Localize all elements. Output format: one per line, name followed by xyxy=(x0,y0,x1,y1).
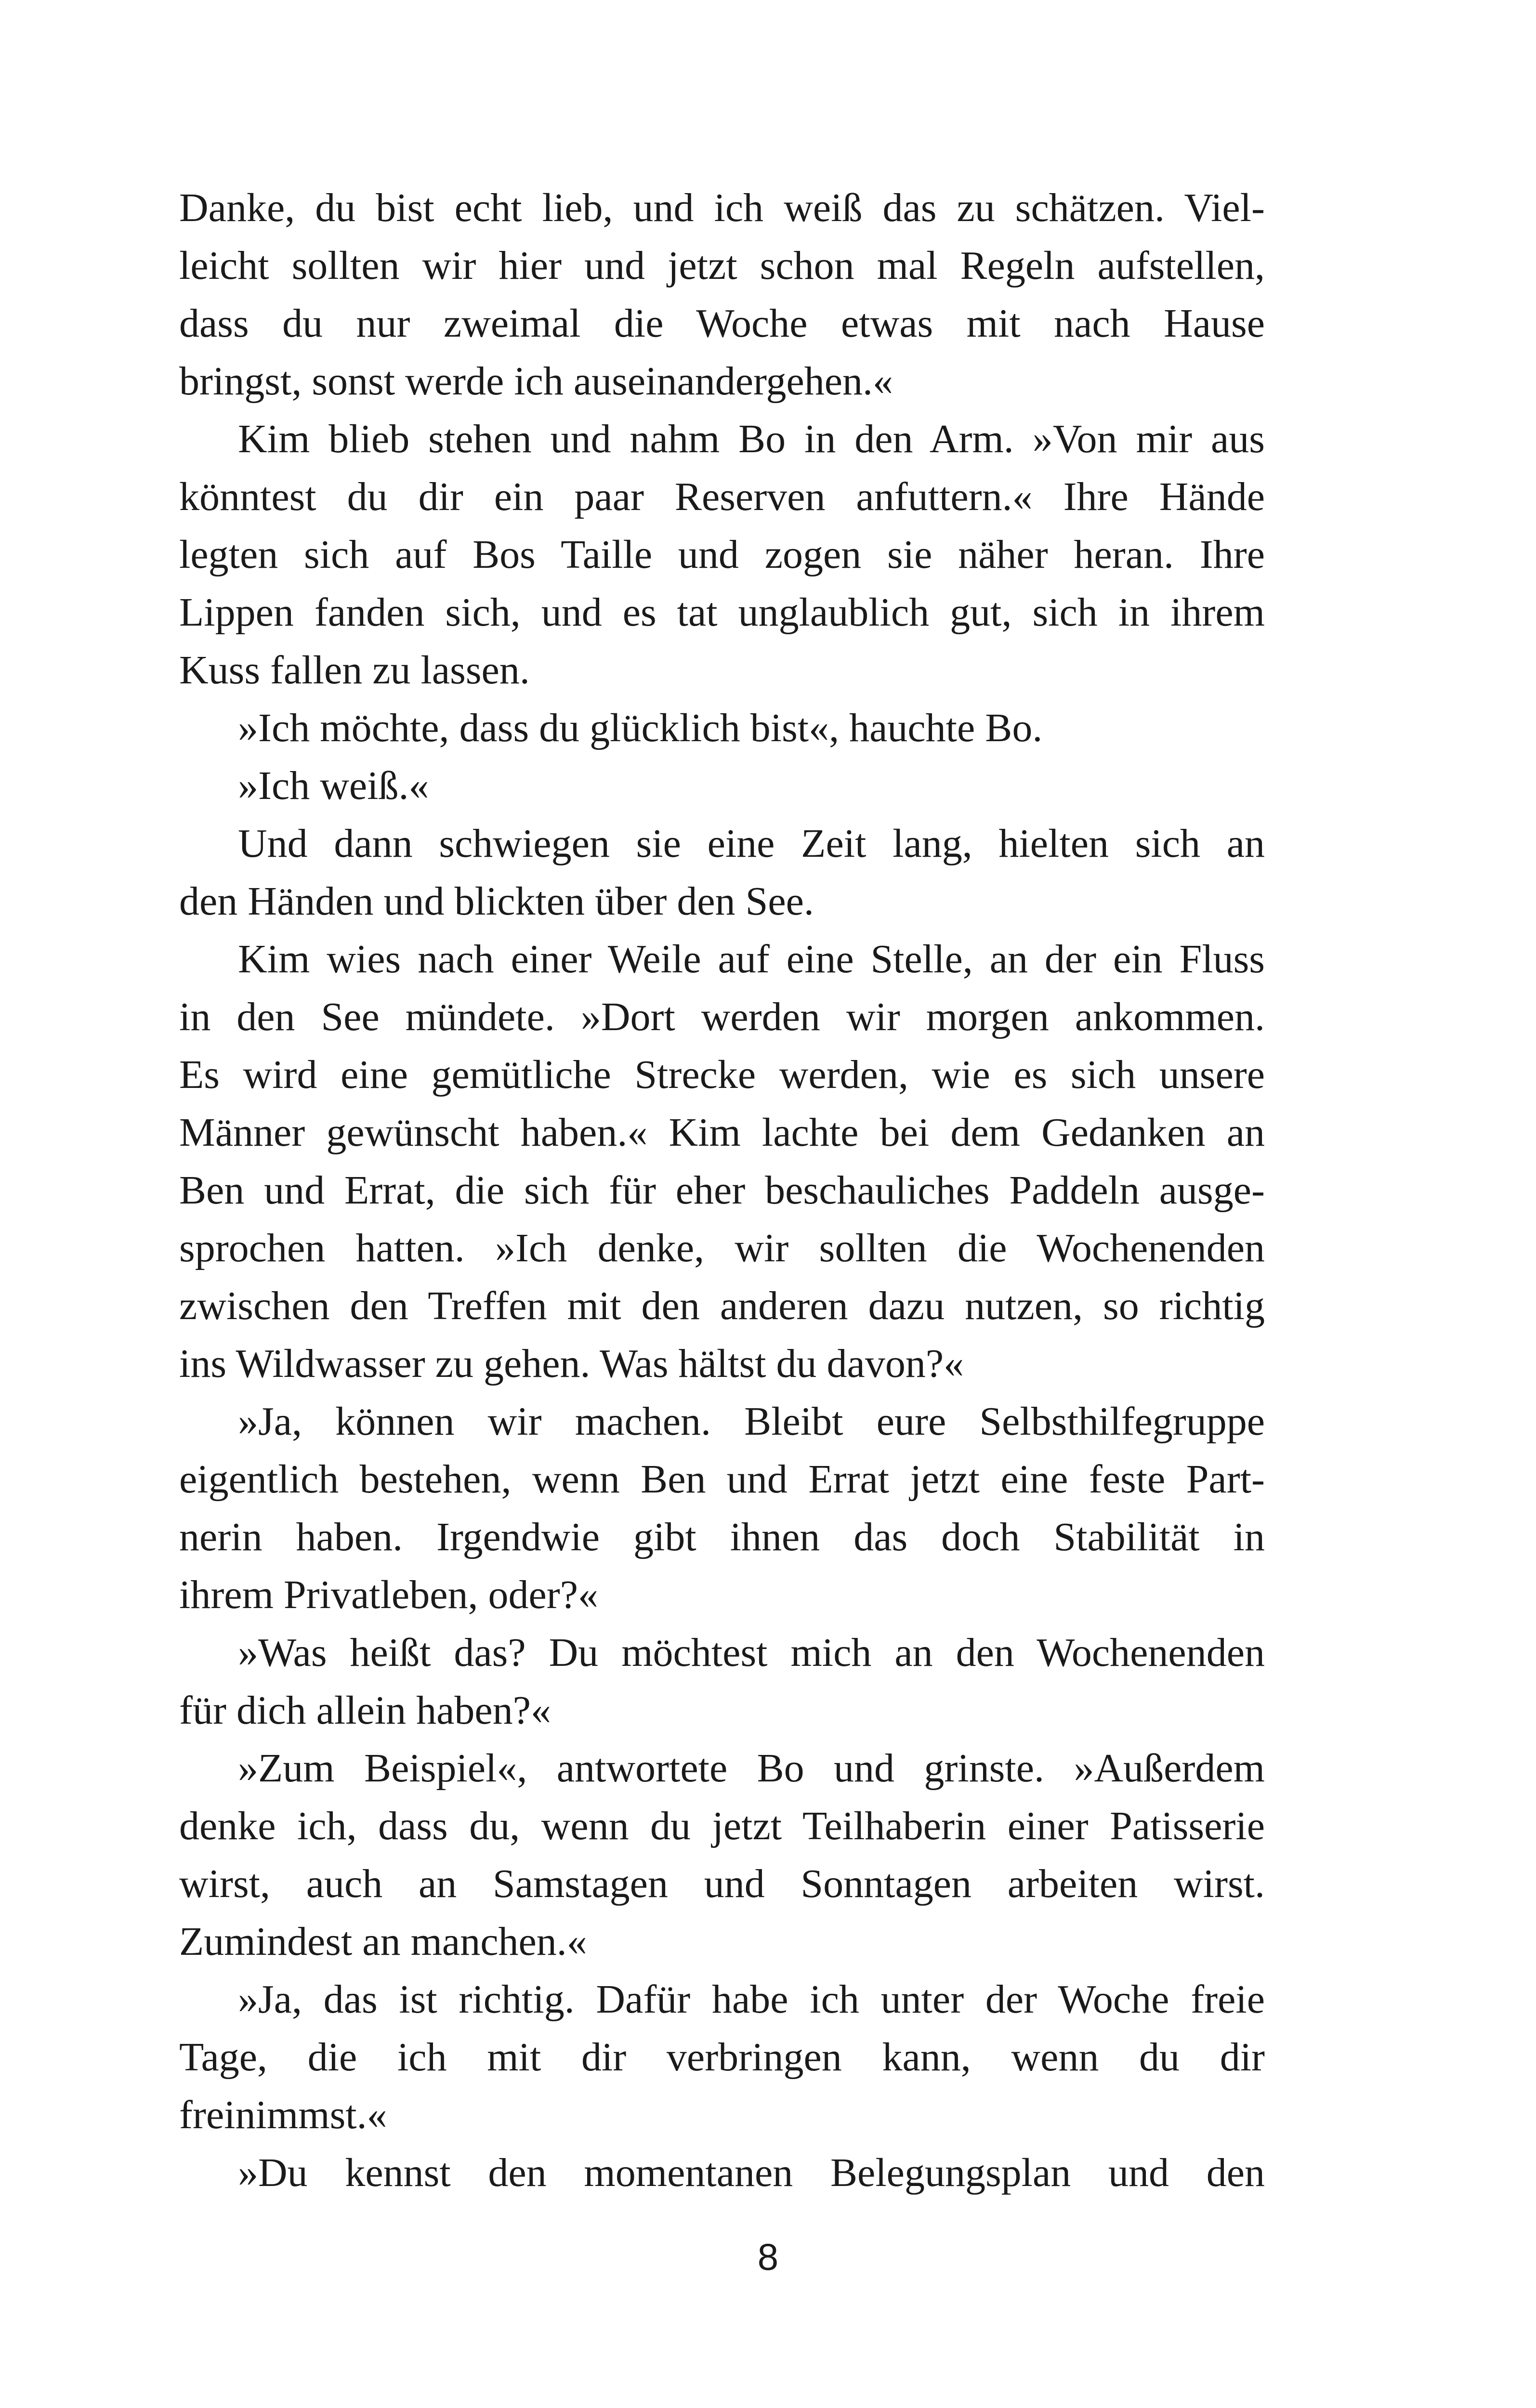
text-line: wirst, auch an Samstagen und Sonntagen arbeiten wirst. xyxy=(179,1861,1265,1906)
text-line: Kim wies nach einer Weile auf eine Stelle, an der ein Fluss xyxy=(238,937,1265,982)
text-line: ihrem Privatleben, oder?« xyxy=(179,1572,599,1617)
text-line: denke ich, dass du, wenn du jetzt Teilhaberin einer Patisserie xyxy=(179,1804,1265,1848)
text-line: Und dann schwiegen sie eine Zeit lang, hielten sich an xyxy=(238,821,1265,866)
text-line: in den See mündete. »Dort werden wir morgen ankommen. xyxy=(179,995,1265,1039)
text-line: Zumindest an manchen.« xyxy=(179,1919,587,1964)
text-line: könntest du dir ein paar Reserven anfuttern.« Ihre Hände xyxy=(179,474,1265,519)
text-line: sprochen hatten. »Ich denke, wir sollten die Wochenenden xyxy=(179,1226,1265,1270)
text-line: Lippen fanden sich, und es tat unglaublich gut, sich in ihrem xyxy=(179,590,1265,635)
text-line: leicht sollten wir hier und jetzt schon mal Regeln aufstellen, xyxy=(179,243,1265,288)
text-line: ins Wildwasser zu gehen. Was hältst du davon?« xyxy=(179,1341,964,1386)
text-line: dass du nur zweimal die Woche etwas mit nach Hause xyxy=(179,301,1265,346)
text-line: Kim blieb stehen und nahm Bo in den Arm. »Von mir aus xyxy=(238,417,1265,461)
text-line: nerin haben. Irgendwie gibt ihnen das doch Stabilität in xyxy=(179,1515,1265,1559)
text-line: legten sich auf Bos Taille und zogen sie näher heran. Ihre xyxy=(179,532,1265,577)
text-line: Tage, die ich mit dir verbringen kann, wenn du dir xyxy=(179,2035,1265,2080)
text-line: den Händen und blickten über den See. xyxy=(179,879,814,924)
text-line: »Ich weiß.« xyxy=(238,763,429,808)
text-line: Es wird eine gemütliche Strecke werden, wie es sich unsere xyxy=(179,1052,1265,1097)
text-line: »Du kennst den momentanen Belegungsplan und den xyxy=(238,2150,1265,2195)
text-line: »Zum Beispiel«, antwortete Bo und grinste. »Außerdem xyxy=(238,1746,1265,1791)
text-line: »Ja, können wir machen. Bleibt eure Selbsthilfegruppe xyxy=(238,1399,1265,1444)
text-line: für dich allein haben?« xyxy=(179,1688,551,1733)
text-line: bringst, sonst werde ich auseinandergehen.« xyxy=(179,359,893,404)
text-line: Männer gewünscht haben.« Kim lachte bei dem Gedanken an xyxy=(179,1110,1265,1155)
text-line: »Was heißt das? Du möchtest mich an den Wochenenden xyxy=(238,1630,1265,1675)
text-line: Ben und Errat, die sich für eher beschauliches Paddeln ausge- xyxy=(179,1168,1265,1213)
text-line: Danke, du bist echt lieb, und ich weiß das zu schätzen. Viel- xyxy=(179,185,1265,230)
text-line: »Ja, das ist richtig. Dafür habe ich unter der Woche freie xyxy=(238,1977,1265,2022)
text-line: eigentlich bestehen, wenn Ben und Errat jetzt eine feste Part- xyxy=(179,1457,1265,1502)
text-line: »Ich möchte, dass du glücklich bist«, hauchte Bo. xyxy=(238,706,1043,750)
text-line: freinimmst.« xyxy=(179,2093,387,2137)
page-number: 8 xyxy=(757,2236,779,2278)
text-line: Kuss fallen zu lassen. xyxy=(179,648,530,693)
text-line: zwischen den Treffen mit den anderen dazu nutzen, so richtig xyxy=(179,1283,1265,1328)
